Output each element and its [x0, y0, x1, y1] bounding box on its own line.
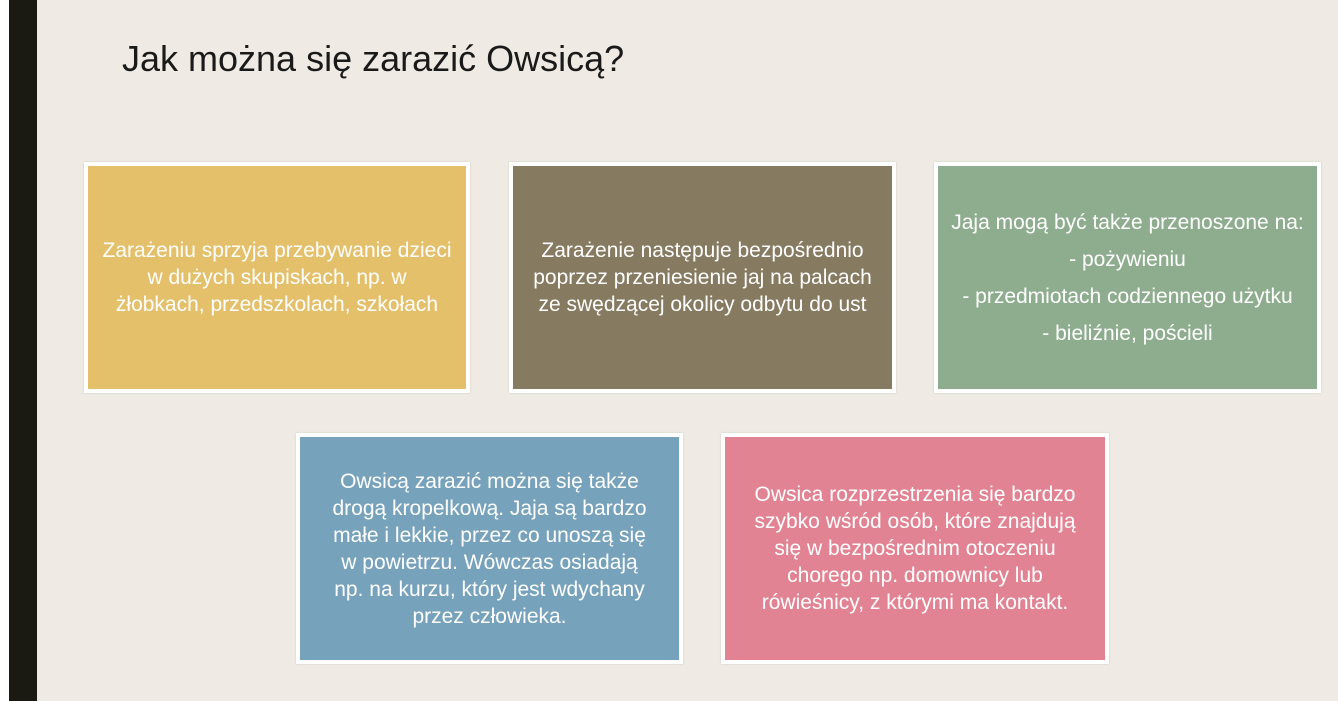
card-text — [755, 481, 1076, 616]
card-line: Zarażeniu sprzyja przebywanie dzieci — [102, 239, 452, 262]
card-line: drogą kropelkową. Jaja są bardzo — [332, 496, 647, 520]
card-crowded-places — [84, 162, 470, 393]
card-line: Owsica rozprzestrzenia się bardzo — [754, 483, 1076, 506]
card-line: żłobkach, przedszkolach, szkołach — [115, 293, 439, 316]
card-direct-transmission — [509, 162, 896, 393]
card-line: szybko wśród osób, które znajdują — [754, 510, 1076, 533]
card-line: - przedmiotach codziennego użytku — [962, 284, 1293, 308]
left-accent-bar — [9, 0, 37, 701]
card-text — [533, 237, 872, 318]
card-fast-spread — [721, 433, 1109, 664]
card-text — [951, 209, 1304, 347]
card-line: przez człowieka. — [412, 604, 567, 628]
card-line: - pożywieniu — [1069, 247, 1186, 271]
card-line: ze swędzącej okolicy odbytu do ust — [538, 293, 867, 316]
card-line: rówieśnicy, z którymi ma kontakt. — [761, 591, 1069, 614]
slide-title: Jak można się zarazić Owsicą? — [122, 38, 625, 79]
card-line: chorego np. domownicy lub — [787, 564, 1043, 587]
card-droplet-transmission — [296, 433, 683, 664]
card-line: małe i lekkie, przez co unoszą się — [333, 523, 646, 547]
card-line: - bieliźnie, pościeli — [1042, 321, 1213, 345]
card-line: Jaja mogą być także przenoszone na: — [951, 210, 1304, 234]
card-line: w dużych skupiskach, np. w — [147, 266, 407, 289]
card-text — [103, 237, 452, 318]
card-line: Zarażenie następuje bezpośrednio — [541, 239, 864, 262]
card-line: poprzez przeniesienie jaj na palcach — [533, 266, 872, 289]
card-text — [332, 468, 646, 630]
left-edge-strip — [0, 0, 9, 701]
card-carriers — [934, 162, 1321, 393]
card-line: Owsicą zarazić można się także — [340, 469, 639, 493]
card-line: w powietrzu. Wówczas osiadają — [341, 550, 638, 574]
card-line: się w bezpośrednim otoczeniu — [774, 537, 1056, 560]
card-line: np. na kurzu, który jest wdychany — [334, 577, 645, 601]
